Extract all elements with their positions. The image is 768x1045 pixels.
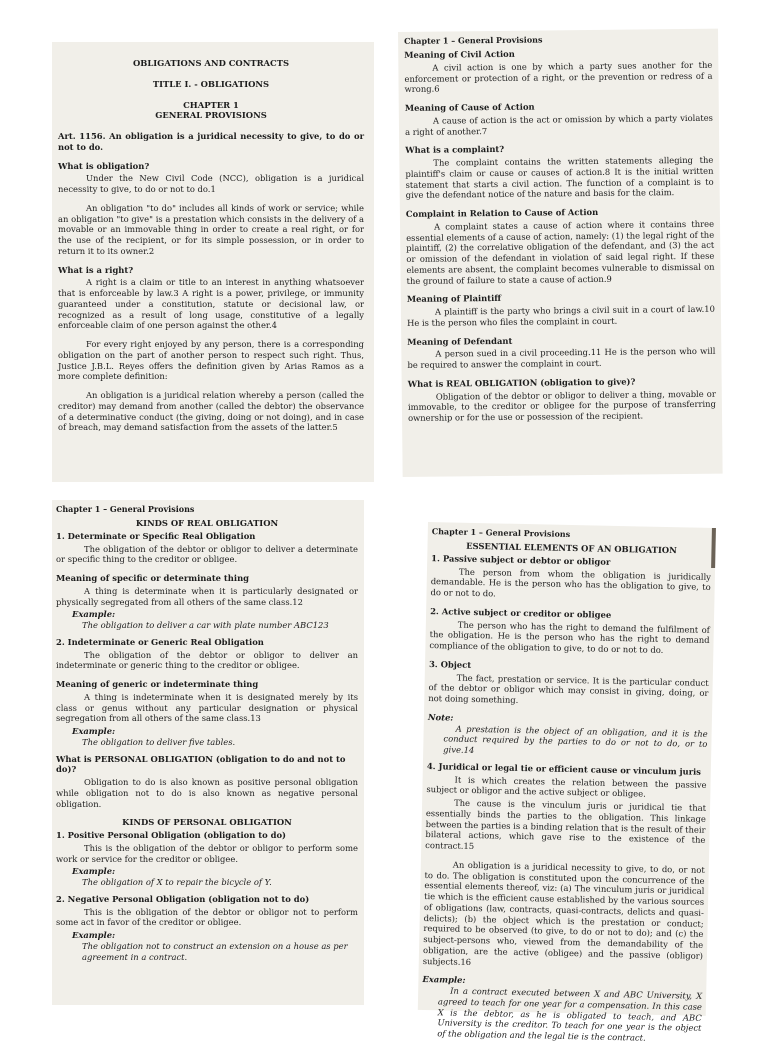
heading-complaint: What is a complaint? [405,144,505,156]
paragraph-object: The fact, prestation or service. It is the particular conduct of the debtor or obligor which may consist in giving, doing, or not doing something. [428,672,709,706]
paragraph-generic-thing: A thing is indeterminate when it is designated merely by its class or genus without any particular designation or physical segregation from all others of the same class.13 [56,691,358,724]
paragraph-real-obligation: Obligation of the debtor or obligor to deliver a thing, movable or immovable, to the creditor or obligee for the purpose of transferring ownership or for the use or possession of the recipient. [407,388,716,424]
heading-passive-subject: 1. Passive subject or debtor or obligor [431,553,611,567]
example-label: Example: [72,866,116,877]
example-positive: The obligation of X to repair the bicycle of Y. [82,877,272,888]
page-civil-action [398,29,723,477]
paragraph-active-subject: The person who has the right to demand the fulfilment of the obligation. He is the person who has the right to demand compliance of the obligation to give, to do or not to do. [429,619,710,656]
kinds-real-title: KINDS OF REAL OBLIGATION [135,518,279,529]
page-obligations-and-contracts [52,42,374,482]
kinds-personal-title: KINDS OF PERSONAL OBLIGATION [122,817,292,828]
example-label: Example: [422,974,466,986]
example-contract: In a contract executed between X and ABC University, X agreed to teach for one year for a compensation. In this case X is the debtor, as he is obligated to teach, and ABC University is the creditor. To teach for one year is the object of the obligation and the legal tie is the contract. [437,985,703,1043]
heading-negative: 2. Negative Personal Obligation (obligation not to do) [56,893,310,904]
paragraph-negative: This is the obligation of the debtor or obligor not to perform some act in favor of the creditor or obligee. [56,906,358,928]
paragraph-right: A right is a claim or title to an interest in anything whatsoever that is enforceable by law.3 A right is a power, privilege, or immunity guaranteed under a constitution, statute or decisional law, or recognized as a result of long usage, constitutive of a legally enforceable claim of one person against the other.4 [58,277,364,331]
page-kinds-of-obligation [52,500,364,1005]
paragraph-specific-thing: A thing is determinate when it is particularly designated or physically segregated from all others of the same class.12 [56,585,358,607]
page-essential-elements [418,522,716,1043]
heading-indeterminate: 2. Indeterminate or Generic Real Obligation [56,636,264,647]
paragraph-cause-of-action: A cause of action is the act or omission by which a party violates a right of another.7 [404,112,713,137]
paragraph-defendant: A person sued in a civil proceeding.11 He is the person who will be required to answer the complaint in court. [407,346,716,371]
paragraph-to-do: An obligation "to do" includes all kinds of work or service; while an obligation "to give" is a prestation which consists in the delivery of a movable or an immovable thing in order to create a real right, or for the use of the recipient, or for its simple possession, or in order to return it to its owner.2 [58,202,364,256]
chapter-name: GENERAL PROVISIONS [155,110,267,121]
paragraph-indeterminate: The obligation of the debtor or obligor to deliver an indeterminate or generic thing to the creditor or obligee. [56,649,358,671]
chapter-heading: CHAPTER 1 [183,99,239,110]
question-obligation: What is obligation? [58,160,150,171]
heading-juridical-tie: 4. Juridical or legal tie or efficient cause or vinculum juris [426,761,702,777]
paragraph-juridical-necessity: An obligation is a juridical necessity to give, to do, or not to do. The obligation is constituted upon the concurrence of the essential elements thereof, viz: (a) The vinculum juris or juridical tie which is the efficient cause established by the various sources of obligations (law, contracts, quasi-contracts, delicts and quasi-delicts); (b) the object which is the prestation or conduct; required to be observed (to give, to do or not to do); and (c) the subject-persons who, viewed from the demandability of the obligation, are the active (obligee) and the passive (obligor) subjects.16 [422,859,705,967]
paragraph-personal-obligation: Obligation to do is also known as positive personal obligation while obligation not to do is also known as negative personal obligation. [56,777,358,809]
paragraph-positive: This is the obligation of the debtor or obligor to perform some work or service for the creditor or obligee. [56,842,358,864]
heading-defendant: Meaning of Defendant [407,335,513,347]
article-1156: Art. 1156. An obligation is a juridical necessity to give, to do or not to do. [58,131,364,152]
paragraph-juridical-tie: It is which creates the relation between the passive subject or obligor and the active subject or obligee. [426,774,707,800]
heading-determinate: 1. Determinate or Specific Real Obligation [56,530,256,541]
title-heading: TITLE I. - OBLIGATIONS [152,78,270,89]
example-indeterminate: The obligation to deliver five tables. [82,736,236,747]
heading-civil-action: Meaning of Civil Action [404,49,515,61]
heading-generic-thing: Meaning of generic or indeterminate thing [56,679,259,690]
heading-complaint-relation: Complaint in Relation to Cause of Action [405,207,599,220]
chapter-header: Chapter 1 – General Provisions [56,504,195,514]
paragraph-civil-action: A civil action is one by which a party sues another for the enforcement or protection of a right, or the prevention or redress of a wrong.6 [404,59,713,95]
heading-object: 3. Object [428,659,472,670]
paragraph-complaint: The complaint contains the written statements alleging the plaintiff's claim or cause or causes of action.8 It is the initial written statement that starts a civil action. The function of a complaint is to give the defendant notice of the nature and basis for the claim. [405,154,714,201]
example-negative: The obligation not to construct an extension on a house as per agreement in a contract. [82,940,348,962]
example-label: Example: [72,609,116,620]
paragraph-plaintiff: A plaintiff is the party who brings a civil suit in a court of law.10 He is the person who files the complaint in court. [406,303,715,328]
paragraph-cause-binding: The cause is the vinculum juris or juridical tie that essentially binds the parties to the obligation. This linkage between the parties is a binding relation that is the result of their bilateral actions, which gave rise to the existence of the contract.15 [425,797,707,852]
paragraph-determinate: The obligation of the debtor or obligor to deliver a determinate or specific thing to the creditor or obligee. [56,543,358,565]
heading-positive: 1. Positive Personal Obligation (obligation to do) [56,830,287,841]
example-determinate: The obligation to deliver a car with plate number ABC123 [82,620,329,631]
heading-active-subject: 2. Active subject or creditor or obligee [430,606,612,620]
paragraph-every-right: For every right enjoyed by any person, there is a corresponding obligation on the part of another person to respect such right. Thus, Justice J.B.L. Reyes offers the definition given by Arias Ramos as a more complete definition: [58,339,364,382]
paragraph-passive-subject: The person from whom the obligation is juridically demandable. He is the person who has the obligation to give, to do or not to do. [430,566,712,599]
heading-real-obligation: What is REAL OBLIGATION (obligation to give)? [407,376,636,389]
paragraph-obligation: Under the New Civil Code (NCC), obligation is a juridical necessity to give, to do or not to do.1 [58,173,364,194]
page-edge-shadow [711,528,716,568]
heading-plaintiff: Meaning of Plaintiff [406,293,502,305]
chapter-header: Chapter 1 – General Provisions [431,526,571,539]
example-label: Example: [72,726,116,737]
essential-elements-title: ESSENTIAL ELEMENTS OF AN OBLIGATION [466,541,677,556]
heading-cause-of-action: Meaning of Cause of Action [404,101,535,114]
heading-specific-thing: Meaning of specific or determinate thing [56,573,250,584]
heading-personal-obligation: What is PERSONAL OBLIGATION (obligation to do and not to do)? [56,753,346,775]
paragraph-quote: An obligation is a juridical relation whereby a person (called the creditor) may demand from another (called the debtor) the observance of a determinative conduct (the giving, doing or not doing), and in case of breach, may demand satisfaction from the assets of the latter.5 [58,390,364,433]
paragraph-complaint-relation: A complaint states a cause of action where it contains three essential elements of a cause of action, namely: (1) the legal right of the plaintiff, (2) the correlative obligation of the defendant, and (3) the act or omission of the defendant in violation of said legal right. If these elements are absent, the complaint becomes vulnerable to dismissal on the ground of failure to state a cause of action.9 [406,218,715,286]
note-text: A prestation is the object of an obligation, and it is the conduct required by the parties to do or not to do, or to give.14 [443,723,708,756]
question-right: What is a right? [58,264,134,275]
note-label: Note: [427,712,454,723]
example-label: Example: [72,930,116,941]
chapter-header: Chapter 1 – General Provisions [404,34,543,46]
book-title: OBLIGATIONS AND CONTRACTS [132,58,290,68]
